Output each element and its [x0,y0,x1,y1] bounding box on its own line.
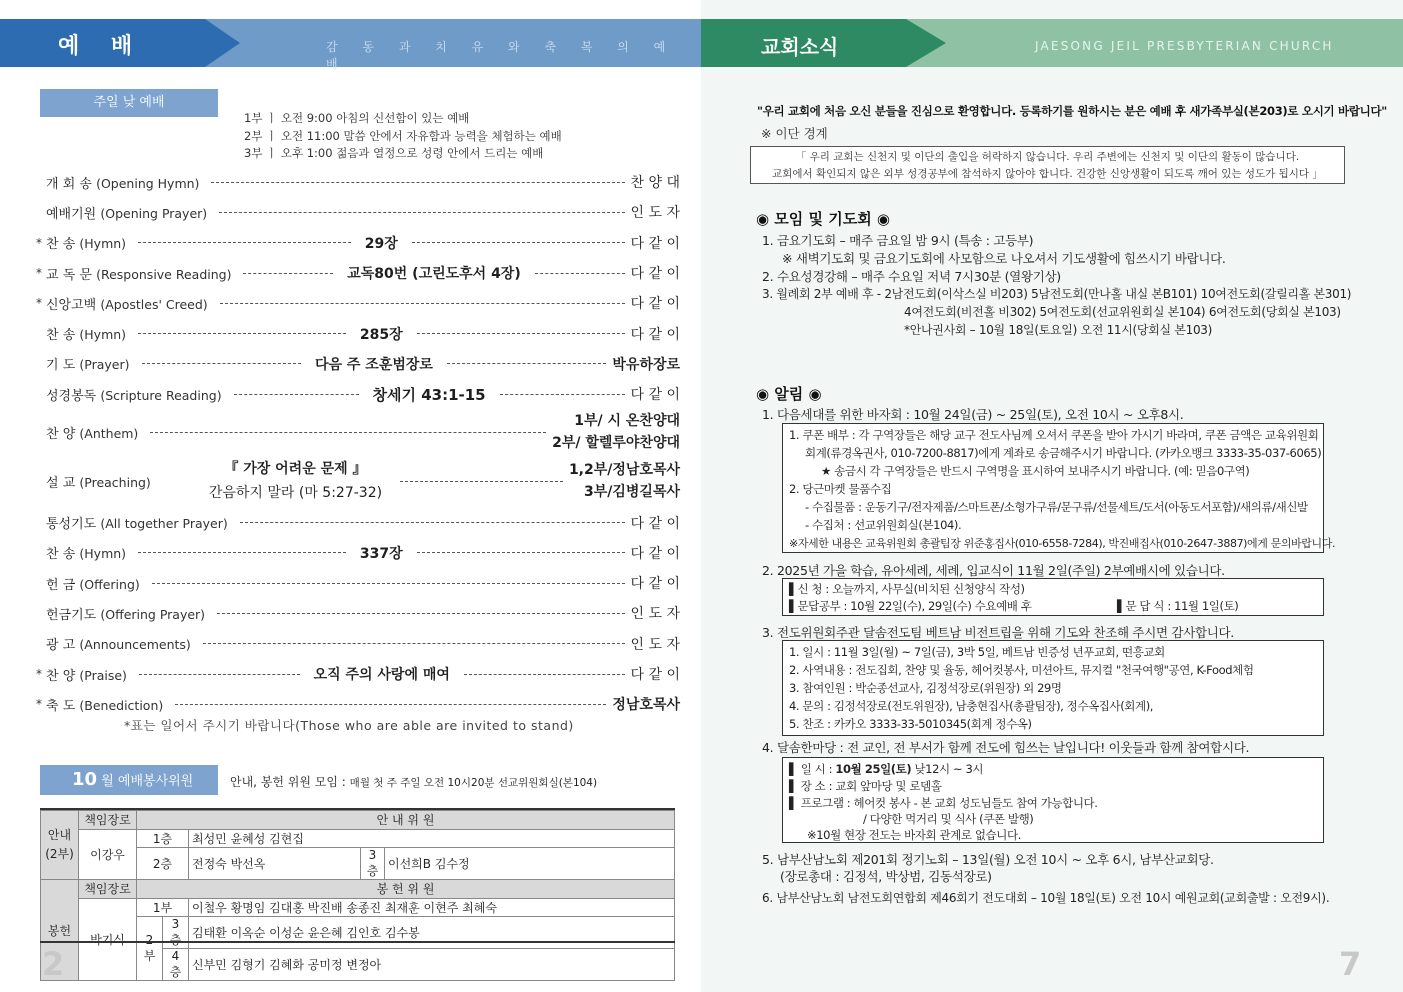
page-number-right: 7 [1339,945,1362,983]
service-times [244,110,562,163]
table-row: 4층 신부민 김형기 김혜화 공미정 변정아 [41,949,675,981]
table-row: 박기식 1부 이철우 황명임 김대홍 박진배 송종진 최재훈 이현주 최혜숙 [41,898,675,917]
order-row: 개 회 송 (Opening Hymn) 찬 양 대 [46,175,680,192]
heresy-box: 「 우리 교회는 신천지 및 이단의 출입을 허락하지 않습니다. 우리 주변에는 신천지 및 이단의 활동이 많습니다. 교회에서 확인되지 않은 외부 성경공부에 참석하지 않아야 합니다. 건강한 신앙생활이 되도록 깨어 있는 성도가 됩시다 」 [750,146,1345,184]
order-row: 찬 송 (Hymn) 337장 다 같 이 [46,545,680,563]
order-row: * 찬 송 (Hymn) 29장 다 같 이 [36,235,681,253]
section-notices-title: ◉ 알림 ◉ [756,385,822,403]
order-row: 찬 송 (Hymn) 285장 다 같 이 [46,326,680,344]
service-time-1: 1부 ㅣ 오전 9:00 아침의 신선함이 있는 예배 [244,111,470,125]
table-bottom-rule [40,941,675,943]
stand-note: *표는 일어서 주시기 바랍니다(Those who are able are invited to stand) [124,718,574,733]
table-row: 이강우 1층 최성민 윤혜성 김현집 [41,829,675,848]
order-of-worship [36,167,680,719]
order-row: * 축 도 (Benediction) 정남호목사 [36,697,680,714]
heresy-title: ※ 이단 경계 [761,126,828,141]
sunday-service-label: 주일 낮 예배 [40,89,218,117]
order-row: 예배기원 (Opening Prayer) 인 도 자 [46,205,680,222]
notice-item: 4. 달솜한마당 : 전 교인, 전 부서가 함께 전도에 힘쓰는 날입니다! 이웃들과 함께 참여합시다. [762,740,1250,755]
order-row: * 찬 양 (Praise) 오직 주의 사랑에 매여 다 같 이 [36,667,681,684]
page-number-left: 2 [42,945,65,983]
notice-item: (장로총대 : 김정석, 박상범, 김동석장로) [780,869,992,884]
service-time-2: 2부 ㅣ 오전 11:00 말씀 안에서 자유함과 능력을 체험하는 예배 [244,128,562,143]
order-row: * 교 독 문 (Responsive Reading) 교독80번 (고린도후서 4장) 다 같 이 [36,266,680,283]
notice-item: 6. 남부산남노회 남전도회연합회 제46회기 전도대회 – 10월 18일(토) 오전 10시 예원교회(교회출발 : 오전9시). [762,891,1330,905]
left-header-subtitle: 감 동 과 치 유 와 축 복 의 예 배 [326,40,671,71]
volunteers-note: 안내, 봉헌 위원 모임 : 매월 첫 주 주일 오전 10시20분 선교위원회실(본104) [230,775,598,789]
table-row: 2층 전정숙 박선옥 3층 이선희B 김수정 [41,848,675,880]
vision-trip-box: 1. 일시 : 11월 3일(월) ~ 7일(금), 3박 5일, 베트남 빈증성 년푸교회, 떤흥교회 2. 사역내용 : 전도집회, 찬양 및 율동, 헤어컷봉사, 미션아트, 뮤지컬 "천국여행"공연, K-Food체험 3. 참여인원 : 박순종선교사, 김정석장로(위원장) 외 29명 4. 문의 : 김정석장로(전도위원장), 남충현집사(총괄팀장), 정수옥집사(회계), 5. 찬조 : 카카오 3333-33-5010345(회계 정수옥) [782,640,1324,736]
section-meetings-title: ◉ 모임 및 기도회 ◉ [756,210,891,228]
sermon-row: 설 교 (Preaching) 『 가장 어려운 문제 』 간음하지 말라 (마 5:27-32) 1,2부/정남호목사 3부/김병길목사 [46,461,680,502]
volunteers-label: 10 월 예배봉사위원 [40,765,218,795]
order-row: 헌 금 (Offering) 다 같 이 [46,576,680,593]
left-header-title: 예 배 [58,34,145,59]
order-row: 통성기도 (All together Prayer) 다 같 이 [46,515,680,533]
meeting-item: 2. 수요성경강해 – 매주 수요일 저녁 7시30분 (열왕기상) [762,269,1061,284]
meeting-item: 3. 월례회 2부 예배 후 - 2남전도회(이삭스실 비203) 5남전도회(만나홀 내실 본B101) 10여전도회(갈릴리홀 본301) [762,287,1352,301]
welcome-message: "우리 교회에 처음 오신 분들을 진심으로 환영합니다. 등록하기를 원하시는 분은 예배 후 새가족부실(본203)로 오시기 바랍니다" [757,104,1387,118]
table-row: 봉헌 책임장로 봉 헌 위 원 [41,880,675,899]
order-row: * 신앙고백 (Apostles' Creed) 다 같 이 [36,296,680,313]
order-row: 기 도 (Prayer) 다음 주 조훈범장로 박유하장로 [46,356,681,374]
bazaar-box: 1. 쿠폰 배부 : 각 구역장들은 해당 교구 전도사님께 오셔서 쿠폰을 받아 가시기 바라며, 쿠폰 금액은 교육위원회 회계(류경옥권사, 010-7200-8817)에게 계좌로 송금해주시기 바랍니다. (카카오뱅크 3333-35-037-6065) ★ 송금시 각 구역장들은 반드시 구역명을 표시하여 보내주시기 바랍니다. (예: 믿음0구역) 2. 당근마켓 물품수집 - 수집물품 : 운동기구/전자제품/스마트폰/소형가구류/문구류/선물세트/도서(아동도서포함)/새의류/새신발 - 수집처 : 선교위원회실(본104). ※자세한 내용은 교육위원회 총괄팀장 위준홍집사(010-6558-7284), 박진배집사(010-2647-3887)에게 문의바랍니다. [782,423,1324,553]
order-row: 헌금기도 (Offering Prayer) 인 도 자 [46,606,680,623]
meeting-item: ※ 새벽기도회 및 금요기도회에 사모함으로 나오셔서 기도생활에 힘쓰시기 바랍니다. [782,251,1226,266]
notice-item: 5. 남부산남노회 제201회 정기노회 – 13일(월) 오전 10시 ~ 오후 6시, 남부산교회당. [762,852,1214,867]
notice-item: 1. 다음세대를 위한 바자회 : 10월 24일(금) ~ 25일(토), 오전 10시 ~ 오후8시. [762,407,1184,422]
meeting-item: 1. 금요기도회 – 매주 금요일 밤 9시 (특송 : 고등부) [762,233,1034,248]
notice-item: 2. 2025년 가을 학습, 유아세례, 세례, 입교식이 11월 2일(주일) 2부예배시에 있습니다. [762,563,1225,578]
table-row: 안내 (2부) 책임장로 안 내 위 원 [41,811,675,830]
baptism-box: ▌신 청 : 오늘까지, 사무실(비치된 신청양식 작성) ▌문답공부 : 10월 22일(수), 29일(수) 수요예배 후 ▌문 답 식 : 11월 1일(토) [782,578,1324,616]
notice-item: 3. 전도위원회주관 달솜전도팀 베트남 비전트립을 위해 기도와 찬조해 주시면 감사합니다. [762,625,1234,640]
right-header-title: 교회소식 [761,35,839,59]
order-row: 광 고 (Announcements) 인 도 자 [46,636,680,654]
anthem-row: 찬 양 (Anthem) 1부/ 시 온찬양대 2부/ 할렐루야찬양대 [46,413,680,452]
right-header-subtitle: JAESONG JEIL PRESBYTERIAN CHURCH [1035,39,1334,53]
volunteers-table [40,810,675,981]
meeting-item: *안나권사회 – 10월 18일(토요일) 오전 11시(당회실 본103) [904,323,1212,337]
meeting-item: 4여전도회(비전홀 비302) 5여전도회(선교위원회실 본104) 6여전도회(당회실 본103) [904,305,1341,319]
table-row: 2부 3층 김태환 이옥순 이성순 윤은혜 김인호 김수봉 [41,917,675,949]
festival-box: ▌ 일 시 : 10월 25일(토) 낮12시 ~ 3시 ▌ 장 소 : 교회 앞마당 및 로뎀홀 ▌ 프로그램 : 헤어컷 봉사 - 본 교회 성도님들도 참여 가능합니다. / 다양한 먹거리 및 식사 (쿠폰 발행) ※10월 현장 전도는 바자회 관계로 없습니다. [782,757,1324,843]
service-time-3: 3부 ㅣ 오후 1:00 젊음과 열정으로 성령 안에서 드리는 예배 [244,146,544,160]
left-page [0,0,701,992]
order-row: 성경봉독 (Scripture Reading) 창세기 43:1-15 다 같 이 [46,385,681,404]
